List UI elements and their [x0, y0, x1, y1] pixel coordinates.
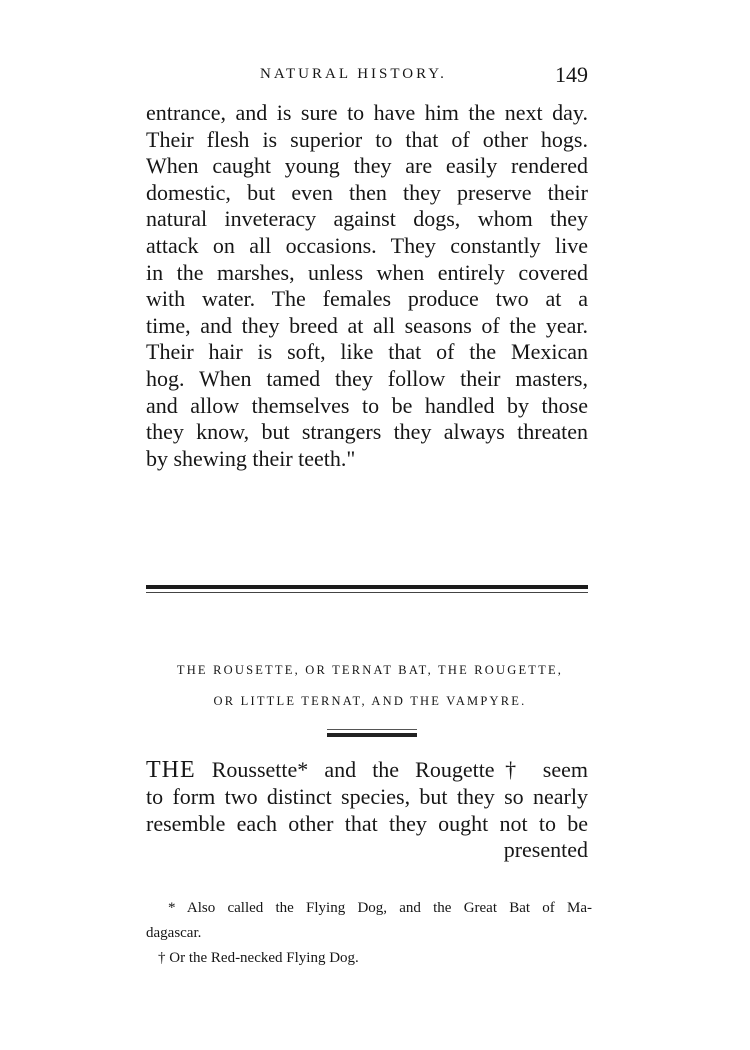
opening-word: THE — [146, 757, 196, 783]
body-line: When caught young they are easily rendered — [146, 153, 588, 179]
body-line: they know, but strangers they always threaten — [146, 419, 588, 445]
body-line: in the marshes, unless when entirely covered — [146, 259, 588, 285]
section-divider-rule-thin — [146, 592, 588, 593]
body-line: by shewing their teeth." — [146, 445, 356, 471]
section-line: to form two distinct species, but they so nearly — [146, 783, 588, 809]
body-line: and allow themselves to be handled by those — [146, 392, 588, 418]
body-line: Their hair is soft, like that of the Mexican — [146, 339, 588, 365]
opening-line-text: Roussette* and the Rougette† seem — [211, 757, 588, 782]
body-line: attack on all occasions. They constantly live — [146, 232, 588, 258]
heading-line: THE ROUSETTE, OR TERNAT BAT, THE ROUGETTE, — [176, 663, 564, 677]
page-number: 149 — [555, 62, 588, 87]
body-paragraph — [146, 100, 588, 472]
footnote-line: * Also called the Flying Dog, and the Great Bat of Ma- — [168, 900, 592, 916]
footnote-line: dagascar. — [146, 925, 202, 941]
body-line: with water. The females produce two at a — [146, 286, 588, 312]
body-line: hog. When tamed they follow their masters, — [146, 365, 588, 391]
heading-line: OR LITTLE TERNAT, AND THE VAMPYRE. — [213, 694, 527, 708]
section-line — [146, 757, 588, 784]
footnote-line: † Or the Red-necked Flying Dog. — [158, 950, 359, 966]
body-line: entrance, and is sure to have him the next day. — [146, 100, 588, 125]
section-paragraph — [146, 757, 588, 864]
catchword: presented — [503, 837, 588, 863]
body-line: Their flesh is superior to that of other hogs. — [146, 126, 588, 152]
footnotes — [146, 896, 592, 971]
section-divider-rule — [146, 585, 588, 589]
section-heading — [130, 655, 610, 717]
body-line: domestic, but even then they preserve their — [146, 179, 588, 205]
heading-ornament-rule — [327, 733, 417, 737]
heading-ornament-rule-thin — [327, 729, 417, 730]
section-line: resemble each other that they ought not to be — [146, 810, 588, 836]
body-line: time, and they breed at all seasons of the year. — [146, 312, 588, 338]
running-title: NATURAL HISTORY. — [260, 66, 447, 82]
running-head — [148, 62, 588, 92]
body-line: natural inveteracy against dogs, whom they — [146, 206, 588, 232]
